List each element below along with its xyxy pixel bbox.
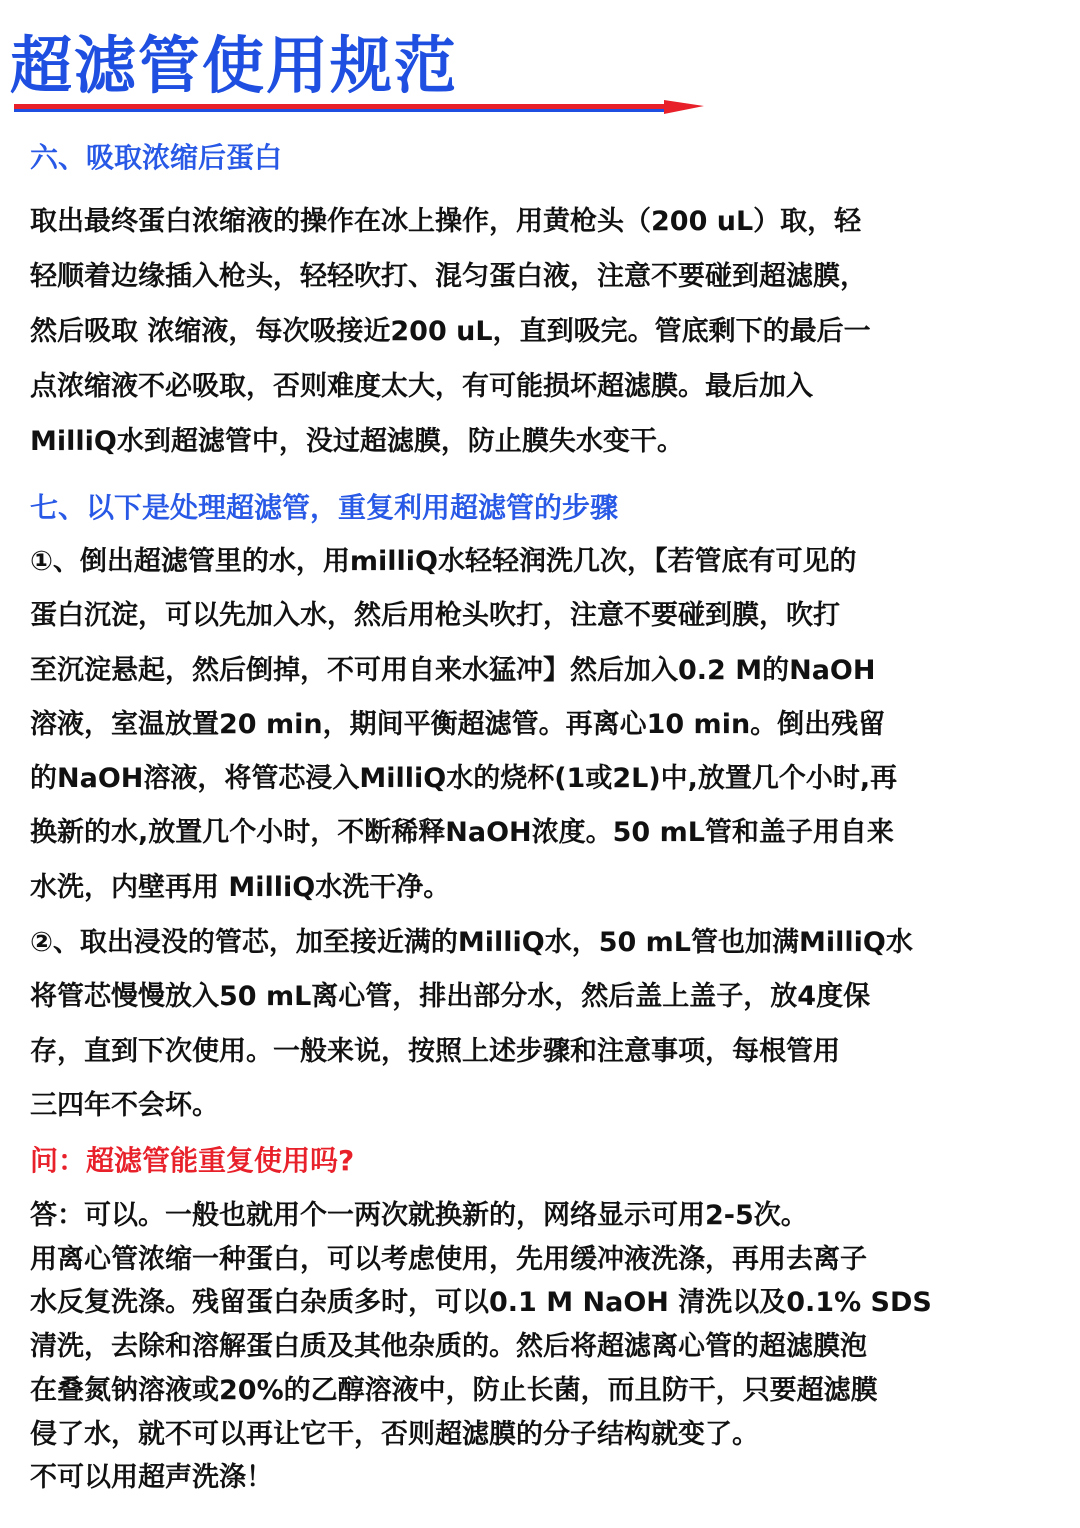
paragraph-line: 在叠氮钠溶液或20%的乙醇溶液中，防止长菌，而且防干，只要超滤膜: [30, 1374, 878, 1406]
paragraph-line: 将管芯慢慢放入50 mL离心管，排出部分水，然后盖上盖子，放4度保: [30, 981, 871, 1013]
paragraph-line: 点浓缩液不必吸取，否则难度太大，有可能损坏超滤膜。最后加入: [30, 371, 813, 402]
paragraph-line: 取出最终蛋白浓缩液的操作在冰上操作，用黄枪头（200 uL）取，轻: [30, 206, 862, 237]
section-7-heading: 七、以下是处理超滤管，重复利用超滤管的步骤: [30, 491, 619, 524]
question-heading: 问：超滤管能重复使用吗?: [30, 1144, 355, 1177]
section-6-paragraph: [30, 194, 1076, 469]
paragraph-line: 轻顺着边缘插入枪头，轻轻吹打、混匀蛋白液，注意不要碰到超滤膜，: [30, 261, 867, 292]
paragraph-line: ②、取出浸没的管芯，加至接近满的MilliQ水，50 mL管也加满MilliQ水: [30, 927, 913, 958]
paragraph-line: MilliQ水到超滤管中，没过超滤膜，防止膜失水变干。: [30, 426, 684, 457]
paragraph-line: 侵了水，就不可以再让它干，否则超滤膜的分子结构就变了。: [30, 1418, 759, 1450]
paragraph-line: 答：可以。一般也就用个一两次就换新的，网络显示可用2-5次。: [30, 1200, 808, 1231]
section-6-heading: 六、吸取浓缩后蛋白: [30, 141, 283, 174]
section-7-step-2: [30, 916, 1076, 1133]
paragraph-line: 至沉淀悬起，然后倒掉，不可用自来水猛冲】然后加入0.2 M的NaOH: [30, 654, 876, 686]
paragraph-line: 水反复洗涤。残留蛋白杂质多时，可以0.1 M NaOH 清洗以及0.1% SDS: [30, 1287, 932, 1319]
paragraph-line: 清洗，去除和溶解蛋白质及其他杂质的。然后将超滤离心管的超滤膜泡: [30, 1331, 867, 1363]
paragraph-line: 不可以用超声洗涤！: [30, 1462, 273, 1494]
paragraph-line: 存，直到下次使用。一般来说，按照上述步骤和注意事项，每根管用: [30, 1035, 840, 1067]
paragraph-line: 换新的水,放置几个小时，不断稀释NaOH浓度。50 mL管和盖子用自来: [30, 817, 894, 849]
paragraph-line: 然后吸取 浓缩液，每次吸接近200 uL，直到吸完。管底剩下的最后一: [30, 316, 871, 347]
paragraph-line: 三四年不会坏。: [30, 1089, 219, 1121]
paragraph-line: ①、倒出超滤管里的水，用milliQ水轻轻润洗几次，【若管底有可见的: [30, 546, 857, 577]
paragraph-line: 水洗，内壁再用 MilliQ水洗干净。: [30, 871, 451, 903]
paragraph-line: 用离心管浓缩一种蛋白，可以考虑使用，先用缓冲液洗涤，再用去离子: [30, 1243, 867, 1275]
answer-paragraph: [30, 1194, 1076, 1500]
paragraph-line: 溶液，室温放置20 min，期间平衡超滤管。再离心10 min。倒出残留: [30, 708, 886, 740]
page-title: 超滤管使用规范: [10, 29, 459, 102]
paragraph-line: 的NaOH溶液，将管芯浸入MilliQ水的烧杯(1或2L)中,放置几个小时,再: [30, 763, 898, 795]
paragraph-line: 蛋白沉淀，可以先加入水，然后用枪头吹打，注意不要碰到膜，吹打: [30, 600, 840, 632]
title-underline-arrow: [14, 100, 704, 116]
section-7-step-1: [30, 535, 1076, 915]
